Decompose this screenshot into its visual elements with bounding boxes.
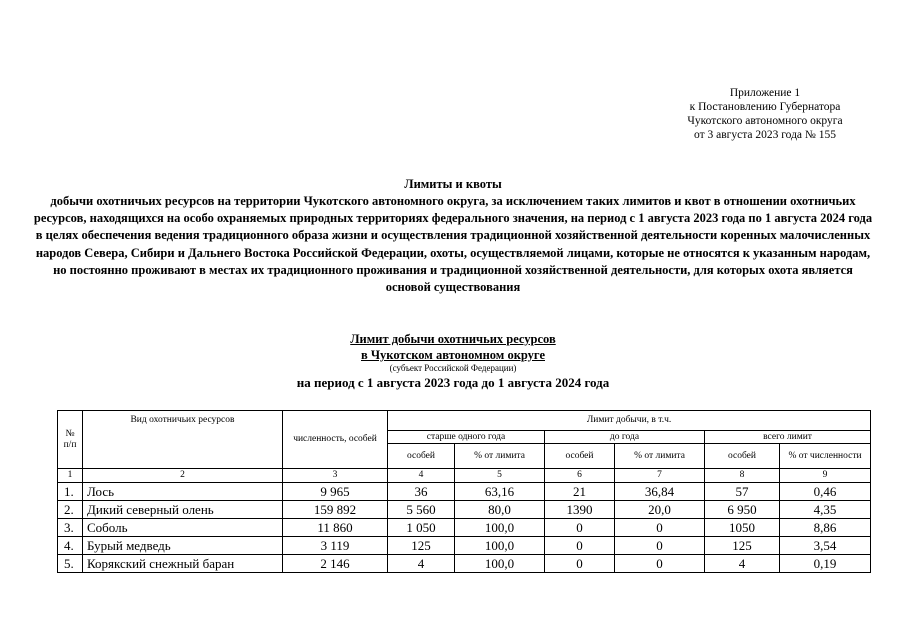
younger-count: 1390 <box>545 501 615 519</box>
header-older-than-one: старше одного года <box>388 431 545 444</box>
population-value: 9 965 <box>283 483 388 501</box>
column-number: 8 <box>705 469 780 483</box>
column-number: 7 <box>615 469 705 483</box>
older-pct: 100,0 <box>455 555 545 573</box>
column-number: 2 <box>83 469 283 483</box>
population-value: 2 146 <box>283 555 388 573</box>
population-value: 159 892 <box>283 501 388 519</box>
table-row <box>58 519 871 537</box>
species-name: Соболь <box>83 519 283 537</box>
column-number: 5 <box>455 469 545 483</box>
table-row <box>58 555 871 573</box>
younger-pct: 36,84 <box>615 483 705 501</box>
older-count: 125 <box>388 537 455 555</box>
header-pct-of-population: % от численности <box>780 444 871 469</box>
limit-heading-line1: Лимит добычи охотничьих ресурсов <box>350 332 556 346</box>
header-pct-of-limit: % от лимита <box>455 444 545 469</box>
older-pct: 63,16 <box>455 483 545 501</box>
total-count: 6 950 <box>705 501 780 519</box>
header-number: № п/п <box>58 411 83 469</box>
older-count: 4 <box>388 555 455 573</box>
header-species: Вид охотничьих ресурсов <box>83 411 283 469</box>
subject-note: (субъект Российской Федерации) <box>389 363 517 373</box>
total-pct: 8,86 <box>780 519 871 537</box>
total-count: 57 <box>705 483 780 501</box>
period-line: на период с 1 августа 2023 года до 1 августа 2024 года <box>296 375 610 390</box>
row-number: 5. <box>58 555 83 573</box>
column-number: 4 <box>388 469 455 483</box>
younger-count: 0 <box>545 555 615 573</box>
header-limit: Лимит добычи, в т.ч. <box>388 411 871 431</box>
header-row <box>58 411 871 431</box>
column-number: 6 <box>545 469 615 483</box>
appendix-block <box>640 86 890 142</box>
table-row <box>58 483 871 501</box>
limit-heading-line2: в Чукотском автономном округе <box>361 348 545 362</box>
row-number: 3. <box>58 519 83 537</box>
document-title: Лимиты и квоты <box>404 177 502 191</box>
older-count: 5 560 <box>388 501 455 519</box>
column-number: 3 <box>283 469 388 483</box>
older-pct: 80,0 <box>455 501 545 519</box>
species-name: Лось <box>83 483 283 501</box>
population-value: 3 119 <box>283 537 388 555</box>
table-row <box>58 537 871 555</box>
younger-count: 21 <box>545 483 615 501</box>
species-name: Корякский снежный баран <box>83 555 283 573</box>
species-name: Бурый медведь <box>83 537 283 555</box>
table-row <box>58 501 871 519</box>
total-count: 125 <box>705 537 780 555</box>
header-total-limit: всего лимит <box>705 431 871 444</box>
total-count: 1050 <box>705 519 780 537</box>
limit-section-heading <box>200 331 706 392</box>
total-pct: 0,46 <box>780 483 871 501</box>
younger-pct: 0 <box>615 555 705 573</box>
younger-pct: 20,0 <box>615 501 705 519</box>
header-individuals: особей <box>705 444 780 469</box>
appendix-line: Приложение 1 <box>729 87 801 99</box>
older-pct: 100,0 <box>455 519 545 537</box>
row-number: 1. <box>58 483 83 501</box>
row-number: 4. <box>58 537 83 555</box>
document-subtitle: добычи охотничьих ресурсов на территории Чукотского автономного округа, за исключением таких лимитов и квот в отношении охотничьих ресурсов, находящихся на особо охраняемых природных территориях федерального значения, на период с 1 августа 2023 года по 1 августа 2024 года в целях обеспечения ведения традиционного образа жизни и осуществления традиционной хозяйственной деятельности коренных малочисленных народов Севера, Сибири и Дальнего Востока Российской Федерации, охоты, осуществляемой лицами, которые не относятся к указанным народам, но постоянно проживают в местах их традиционного проживания и традиционной хозяйственной деятельности, для которых охота является основой существования <box>33 194 873 295</box>
header-pct-of-limit: % от лимита <box>615 444 705 469</box>
older-pct: 100,0 <box>455 537 545 555</box>
total-pct: 3,54 <box>780 537 871 555</box>
total-pct: 4,35 <box>780 501 871 519</box>
species-name: Дикий северный олень <box>83 501 283 519</box>
younger-count: 0 <box>545 537 615 555</box>
header-individuals: особей <box>388 444 455 469</box>
population-value: 11 860 <box>283 519 388 537</box>
younger-pct: 0 <box>615 537 705 555</box>
header-individuals: особей <box>545 444 615 469</box>
limits-table <box>57 410 871 573</box>
total-pct: 0,19 <box>780 555 871 573</box>
appendix-line: к Постановлению Губернатора <box>689 101 841 113</box>
older-count: 1 050 <box>388 519 455 537</box>
column-number: 1 <box>58 469 83 483</box>
appendix-line: от 3 августа 2023 года № 155 <box>693 129 837 141</box>
younger-pct: 0 <box>615 519 705 537</box>
older-count: 36 <box>388 483 455 501</box>
header-population: численность, особей <box>283 411 388 469</box>
column-number-row <box>58 469 871 483</box>
header-under-one: до года <box>545 431 705 444</box>
column-number: 9 <box>780 469 871 483</box>
younger-count: 0 <box>545 519 615 537</box>
total-count: 4 <box>705 555 780 573</box>
appendix-line: Чукотского автономного округа <box>687 115 843 127</box>
row-number: 2. <box>58 501 83 519</box>
